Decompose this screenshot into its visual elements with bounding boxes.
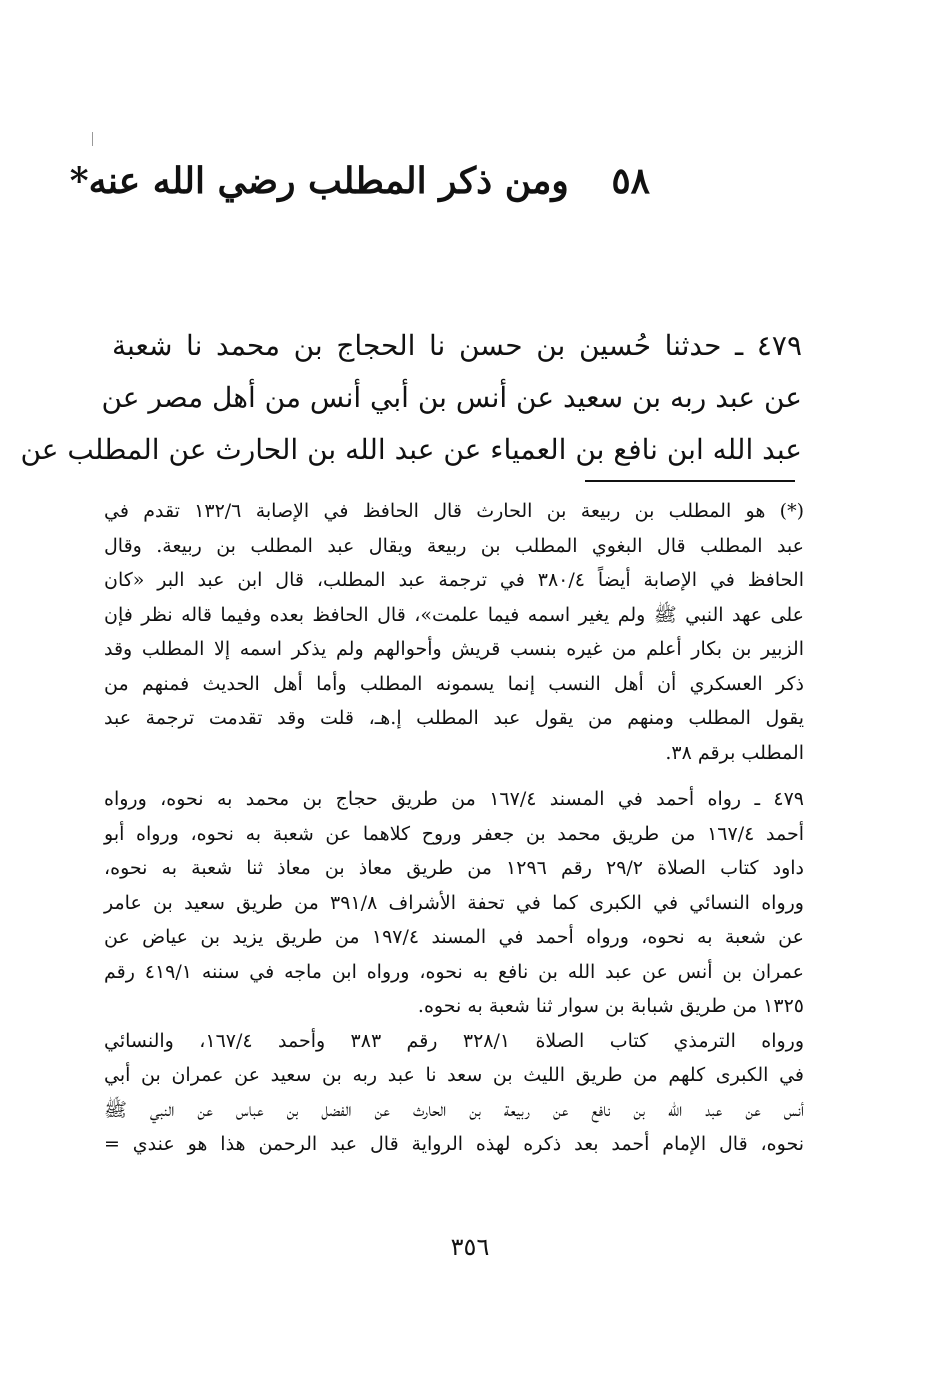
margin-mark [92,132,93,146]
footnote-line: على عهد النبي ﷺ ولم يغير اسمه فيما علمت»، قال الحافظ بعده وفيما قاله نظر فإن [104,603,804,626]
hadith-line: عبد الله ابن نافع بن العمياء عن عبد الله بن الحارث عن المطلب عن [20,433,802,466]
footnote-line: (*) هو المطلب بن ربيعة بن الحارث قال الحافظ في الإصابة ١٣٢/٦ تقدم في [104,500,804,522]
footnote-line: أحمد ١٦٧/٤ من طريق محمد بن جعفر وروح كلاهما عن شعبة به نحوه، ورواه أبو [104,822,804,845]
footnote-line: ورواه الترمذي كتاب الصلاة ٣٢٨/١ رقم ٣٨٣ وأحمد ١٦٧/٤، والنسائي [104,1029,805,1052]
footnote-line: عن شعبة به نحوه، ورواه أحمد في المسند ١٩٧/٤ من طريق يزيد بن عياض عن [104,926,804,948]
footnote-tirmidhi [104,1024,804,1162]
footnote-line: ٤٧٩ ـ رواه أحمد في المسند ١٦٧/٤ من طريق حجاج بن محمد به نحوه، ورواه [104,788,805,810]
hadith-text [20,320,802,476]
footnote-line: المطلب برقم ٣٨. [665,741,804,764]
chapter-title: ومن ذكر المطلب رضي الله عنه* [69,160,569,202]
footnote-line: الحافظ في الإصابة أيضاً ٣٨٠/٤ في ترجمة عبد المطلب، قال ابن عبد البر «كان [104,569,804,591]
footnote-line: أنس عن عبد الله بن نافع عن ربيعة بن الحارث عن الفضل بن عباس عن النبي ﷺ [104,1098,804,1121]
hadith-line: عن عبد ربه بن سعيد عن أنس بن أبي أنس من أهل مصر عن [101,381,802,414]
footnote-line: عبد المطلب قال البغوي المطلب بن ربيعة ويقال عبد المطلب بن ربيعة. وقال [104,534,804,557]
page-number: ٣٥٦ [450,1233,490,1261]
footnote-line: نحوه، قال الإمام أحمد بعد ذكره لهذه الرواية قال عبد الرحمن هذا هو عندي = [104,1133,804,1155]
footnotes [104,494,804,1162]
footnote-line: يقول المطلب ومنهم من يقول عبد المطلب إ.هـ، قلت وقد تقدمت ترجمة عبد [104,707,804,729]
footnote-biography [104,494,804,770]
footnote-line: في الكبرى كلهم من طريق الليث بن سعد نا عبد ربه بن سعيد عن عمران بن أبي [104,1064,804,1086]
chapter-number: ٥٨ [611,160,650,202]
footnote-line: ١٣٢٥ من طريق شبابة بن سوار ثنا شعبة به نحوه. [417,995,804,1017]
footnote-line: الزبير بن بكار أعلم من غيره بنسب قريش وأحوالهم ولم يذكر اسمه إلا المطلب وقد [104,638,804,660]
footnote-line: داود كتاب الصلاة ٢٩/٢ رقم ١٢٩٦ من طريق معاذ بن معاذ ثنا شعبة به نحوه، [104,857,805,879]
chapter-heading [69,160,650,202]
footnote-line: عمران بن أنس عن عبد الله بن نافع به نحوه، ورواه ابن ماجه في سننه ٤١٩/١ رقم [104,960,804,983]
footnote-gap [104,770,804,782]
footnote-line: ورواه النسائي في الكبرى كما في تحفة الأشراف ٣٩١/٨ من طريق سعيد بن عامر [104,891,804,914]
footnote-separator [585,480,795,482]
footnote-hadith-479 [104,782,804,1024]
footnote-line: ذكر العسكري أن أهل النسب إنما يسمونه المطلب وأما أهل الحديث فمنهم من [104,672,804,695]
hadith-line: ٤٧٩ ـ حدثنا حُسين بن حسن نا الحجاج بن محمد نا شعبة [112,329,802,362]
